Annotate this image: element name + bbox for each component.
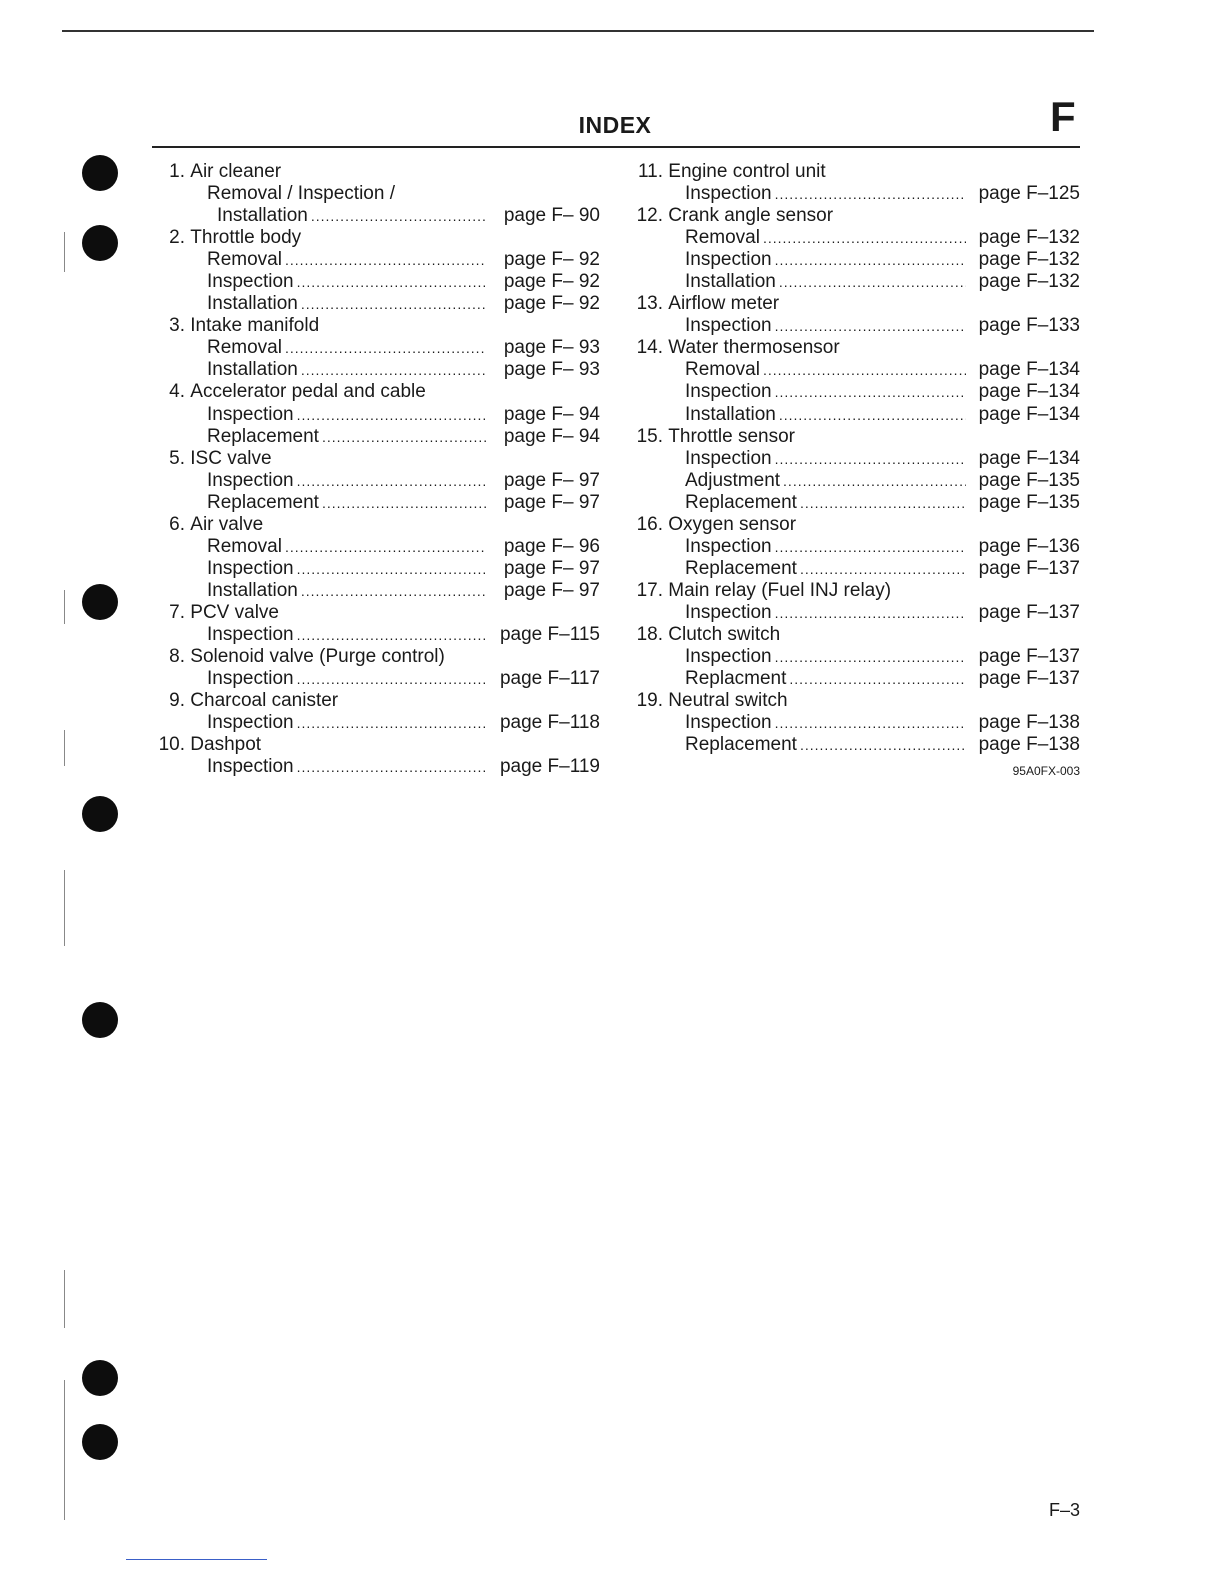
- index-entry: [630, 690, 1080, 712]
- dot-leader: [763, 359, 966, 381]
- subentry-label: Inspection: [207, 271, 294, 293]
- margin-mark: [64, 870, 65, 946]
- top-rule: [62, 30, 1094, 32]
- index-subentry: [152, 205, 600, 227]
- entry-title: Solenoid valve (Purge control): [190, 646, 445, 668]
- page-reference: page F– 94: [503, 403, 600, 425]
- dot-leader: [775, 646, 966, 668]
- figure-code: 95A0FX-003: [1012, 764, 1080, 778]
- subentry-label: Inspection: [207, 756, 294, 778]
- entry-title: Airflow meter: [668, 293, 780, 315]
- subentry-label: Removal / Inspection /: [207, 183, 395, 205]
- index-subentry: [152, 470, 600, 492]
- page-reference: page F– 96: [503, 535, 600, 557]
- dot-leader: [775, 381, 966, 403]
- subentry-label: Inspection: [685, 535, 772, 557]
- dot-leader: [311, 205, 486, 227]
- page-reference: page F– 92: [503, 249, 600, 271]
- subentry-label: Removal: [207, 535, 282, 557]
- page-reference: page F–125: [978, 183, 1080, 205]
- page-title: INDEX: [578, 112, 652, 138]
- subentry-label: Inspection: [685, 601, 772, 623]
- index-subentry: [152, 558, 600, 580]
- entry-number: 16.: [636, 513, 663, 535]
- entry-title: Main relay (Fuel INJ relay): [668, 579, 892, 601]
- dot-leader: [779, 271, 966, 293]
- index-entry: [630, 624, 1080, 646]
- subentry-label: Installation: [207, 359, 298, 381]
- entry-number: 5.: [169, 447, 185, 469]
- page-reference: page F– 93: [503, 337, 600, 359]
- index-subentry: [630, 404, 1080, 426]
- dot-leader: [800, 492, 966, 514]
- entry-title: Intake manifold: [190, 315, 320, 337]
- entry-title: Neutral switch: [668, 690, 788, 712]
- subentry-label: Inspection: [685, 447, 772, 469]
- page-number: F–3: [1048, 1500, 1080, 1520]
- dot-leader: [301, 359, 486, 381]
- page-reference: page F–135: [978, 491, 1080, 513]
- page-reference: page F–138: [978, 712, 1080, 734]
- subentry-label: Installation: [217, 205, 308, 227]
- binder-hole-icon: [82, 1002, 118, 1038]
- dot-leader: [775, 315, 966, 337]
- index-entry: [152, 646, 600, 668]
- subentry-label: Inspection: [685, 183, 772, 205]
- page-reference: page F– 97: [503, 557, 600, 579]
- subentry-label: Removal: [685, 227, 760, 249]
- index-subentry: [152, 580, 600, 602]
- binder-hole-icon: [82, 584, 118, 620]
- page-reference: page F– 92: [503, 293, 600, 315]
- entry-title: Throttle sensor: [668, 425, 796, 447]
- entry-number: 6.: [169, 513, 185, 535]
- dot-leader: [297, 624, 486, 646]
- dot-leader: [775, 448, 966, 470]
- index-subentry: [630, 602, 1080, 624]
- page-reference: page F– 93: [503, 359, 600, 381]
- index-subentry: [630, 359, 1080, 381]
- index-subentry: [630, 558, 1080, 580]
- entry-number: 19.: [636, 690, 663, 712]
- subentry-label: Inspection: [685, 712, 772, 734]
- page-reference: page F– 90: [503, 205, 600, 227]
- entry-title: ISC valve: [190, 447, 272, 469]
- index-subentry: [630, 646, 1080, 668]
- subentry-label: Removal: [207, 337, 282, 359]
- subentry-label: Inspection: [207, 557, 294, 579]
- margin-mark: [64, 1270, 65, 1328]
- index-subentry: [630, 470, 1080, 492]
- entry-title: Accelerator pedal and cable: [190, 381, 426, 403]
- header-rule: [152, 146, 1080, 148]
- binder-hole-icon: [82, 155, 118, 191]
- dot-leader: [297, 756, 486, 778]
- dot-leader: [800, 558, 966, 580]
- index-subentry: [152, 249, 600, 271]
- index-entry: [630, 337, 1080, 359]
- index-subentry: [630, 381, 1080, 403]
- subentry-label: Inspection: [685, 646, 772, 668]
- index-subentry: [152, 271, 600, 293]
- page-reference: page F–137: [978, 601, 1080, 623]
- dot-leader: [779, 404, 966, 426]
- entry-number: 15.: [636, 425, 663, 447]
- subentry-label: Inspection: [207, 668, 294, 690]
- dot-leader: [322, 426, 486, 448]
- index-subentry: [630, 536, 1080, 558]
- entry-title: Crank angle sensor: [668, 205, 834, 227]
- page-reference: page F–136: [978, 535, 1080, 557]
- subentry-label: Inspection: [207, 469, 294, 491]
- index-subentry: [152, 404, 600, 426]
- entry-number: 1.: [169, 161, 185, 182]
- dot-leader: [322, 492, 486, 514]
- index-entry: [152, 381, 600, 403]
- index-subentry: [152, 668, 600, 690]
- dot-leader: [789, 668, 966, 690]
- entry-number: 3.: [169, 315, 185, 337]
- index-column-right: [630, 161, 1080, 756]
- dot-leader: [297, 271, 486, 293]
- dot-leader: [297, 404, 486, 426]
- page-reference: page F–137: [978, 557, 1080, 579]
- entry-number: 12.: [636, 205, 663, 227]
- dot-leader: [775, 249, 966, 271]
- entry-title: Dashpot: [190, 734, 262, 756]
- entry-number: 13.: [636, 293, 663, 315]
- subentry-label: Inspection: [207, 712, 294, 734]
- index-entry: [630, 205, 1080, 227]
- dot-leader: [297, 558, 486, 580]
- index-subentry: [630, 668, 1080, 690]
- binder-hole-icon: [82, 225, 118, 261]
- entry-title: Oxygen sensor: [668, 513, 797, 535]
- index-subentry: [152, 337, 600, 359]
- page-reference: page F– 94: [503, 425, 600, 447]
- index-entry: [630, 580, 1080, 602]
- index-entry: [152, 734, 600, 756]
- subentry-label: Replacement: [207, 491, 319, 513]
- margin-mark: [64, 590, 65, 624]
- dot-leader: [301, 293, 486, 315]
- page-reference: page F– 92: [503, 271, 600, 293]
- index-subentry: [630, 734, 1080, 756]
- subentry-label: Installation: [685, 271, 776, 293]
- entry-number: 18.: [636, 623, 663, 645]
- page-reference: page F–134: [978, 447, 1080, 469]
- entry-number: 7.: [169, 601, 185, 623]
- index-subentry: [630, 315, 1080, 337]
- dot-leader: [775, 183, 966, 205]
- entry-title: Clutch switch: [668, 623, 781, 645]
- page-reference: page F–137: [978, 646, 1080, 668]
- dot-leader: [783, 470, 966, 492]
- entry-number: 10.: [158, 734, 185, 756]
- subentry-label: Installation: [207, 293, 298, 315]
- index-subentry: [630, 249, 1080, 271]
- index-entry: [152, 161, 600, 183]
- index-subentry: [630, 448, 1080, 470]
- subentry-label: Removal: [207, 249, 282, 271]
- index-entry: [152, 602, 600, 624]
- entry-title: Throttle body: [190, 227, 302, 249]
- page-reference: page F– 97: [503, 491, 600, 513]
- index-entry: [152, 514, 600, 536]
- page-reference: page F– 97: [503, 469, 600, 491]
- index-entry: [630, 514, 1080, 536]
- index-subentry: [152, 492, 600, 514]
- index-subentry: [630, 183, 1080, 205]
- subentry-label: Replacement: [207, 425, 319, 447]
- page-reference: page F–117: [499, 668, 600, 690]
- page-reference: page F–132: [978, 271, 1080, 293]
- index-subentry: [152, 536, 600, 558]
- margin-mark: [64, 730, 65, 766]
- page-reference: page F–137: [978, 668, 1080, 690]
- index-subentry: [152, 624, 600, 646]
- index-entry: [630, 161, 1080, 183]
- subentry-label: Inspection: [685, 249, 772, 271]
- binder-hole-icon: [82, 796, 118, 832]
- entry-title: Charcoal canister: [190, 690, 339, 712]
- margin-mark: [64, 232, 65, 272]
- subentry-label: Installation: [685, 403, 776, 425]
- subentry-label: Inspection: [685, 381, 772, 403]
- page-reference: page F–115: [499, 623, 600, 645]
- index-subentry: [630, 712, 1080, 734]
- page-reference: page F– 97: [503, 579, 600, 601]
- index-subentry: [152, 183, 600, 205]
- dot-leader: [800, 734, 966, 756]
- index-subentry: [630, 227, 1080, 249]
- index-entry: [152, 690, 600, 712]
- dot-leader: [763, 227, 966, 249]
- subentry-label: Replacement: [685, 557, 797, 579]
- dot-leader: [775, 712, 966, 734]
- subentry-label: Removal: [685, 359, 760, 381]
- entry-number: 11.: [637, 161, 663, 182]
- dot-leader: [775, 602, 966, 624]
- index-entry: [152, 448, 600, 470]
- entry-title: Engine control unit: [668, 161, 826, 182]
- index-subentry: [630, 271, 1080, 293]
- index-entry: [630, 293, 1080, 315]
- index-subentry: [152, 712, 600, 734]
- entry-number: 2.: [169, 227, 185, 249]
- page-reference: page F–132: [978, 249, 1080, 271]
- page-reference: page F–135: [978, 469, 1080, 491]
- entry-number: 8.: [169, 646, 185, 668]
- binder-hole-icon: [82, 1360, 118, 1396]
- dot-leader: [285, 536, 486, 558]
- entry-number: 9.: [169, 690, 185, 712]
- binder-hole-icon: [82, 1424, 118, 1460]
- subentry-label: Adjustment: [685, 469, 781, 491]
- index-subentry: [152, 756, 600, 778]
- index-column-left: [152, 161, 600, 778]
- dot-leader: [285, 337, 486, 359]
- entry-title: Water thermosensor: [668, 337, 840, 359]
- dot-leader: [297, 668, 486, 690]
- entry-title: Air valve: [190, 513, 264, 535]
- page-reference: page F–134: [978, 403, 1080, 425]
- subentry-label: Inspection: [207, 623, 294, 645]
- entry-title: PCV valve: [190, 601, 279, 623]
- page-reference: page F–119: [499, 756, 600, 778]
- index-entry: [152, 227, 600, 249]
- index-entry: [152, 315, 600, 337]
- entry-number: 17.: [636, 579, 663, 601]
- entry-title: Air cleaner: [190, 161, 282, 182]
- page-reference: page F–134: [978, 381, 1080, 403]
- entry-number: 14.: [636, 337, 663, 359]
- subentry-label: Installation: [207, 579, 298, 601]
- dot-leader: [285, 249, 486, 271]
- dot-leader: [301, 580, 486, 602]
- section-letter: F: [1050, 93, 1076, 140]
- page-reference: page F–133: [978, 315, 1080, 337]
- dot-leader: [297, 470, 486, 492]
- index-entry: [630, 426, 1080, 448]
- dot-leader: [297, 712, 486, 734]
- index-subentry: [152, 426, 600, 448]
- subentry-label: Inspection: [207, 403, 294, 425]
- index-subentry: [152, 359, 600, 381]
- page-reference: page F–138: [978, 734, 1080, 756]
- dot-leader: [775, 536, 966, 558]
- bottom-link-rule: [126, 1559, 267, 1560]
- margin-mark: [64, 1380, 65, 1520]
- subentry-label: Replacement: [685, 491, 797, 513]
- page-reference: page F–134: [978, 359, 1080, 381]
- subentry-label: Replacement: [685, 734, 797, 756]
- subentry-label: Replacment: [685, 668, 787, 690]
- entry-number: 4.: [169, 381, 185, 403]
- index-subentry: [630, 492, 1080, 514]
- subentry-label: Inspection: [685, 315, 772, 337]
- index-subentry: [152, 293, 600, 315]
- page-reference: page F–132: [978, 227, 1080, 249]
- page-reference: page F–118: [499, 712, 600, 734]
